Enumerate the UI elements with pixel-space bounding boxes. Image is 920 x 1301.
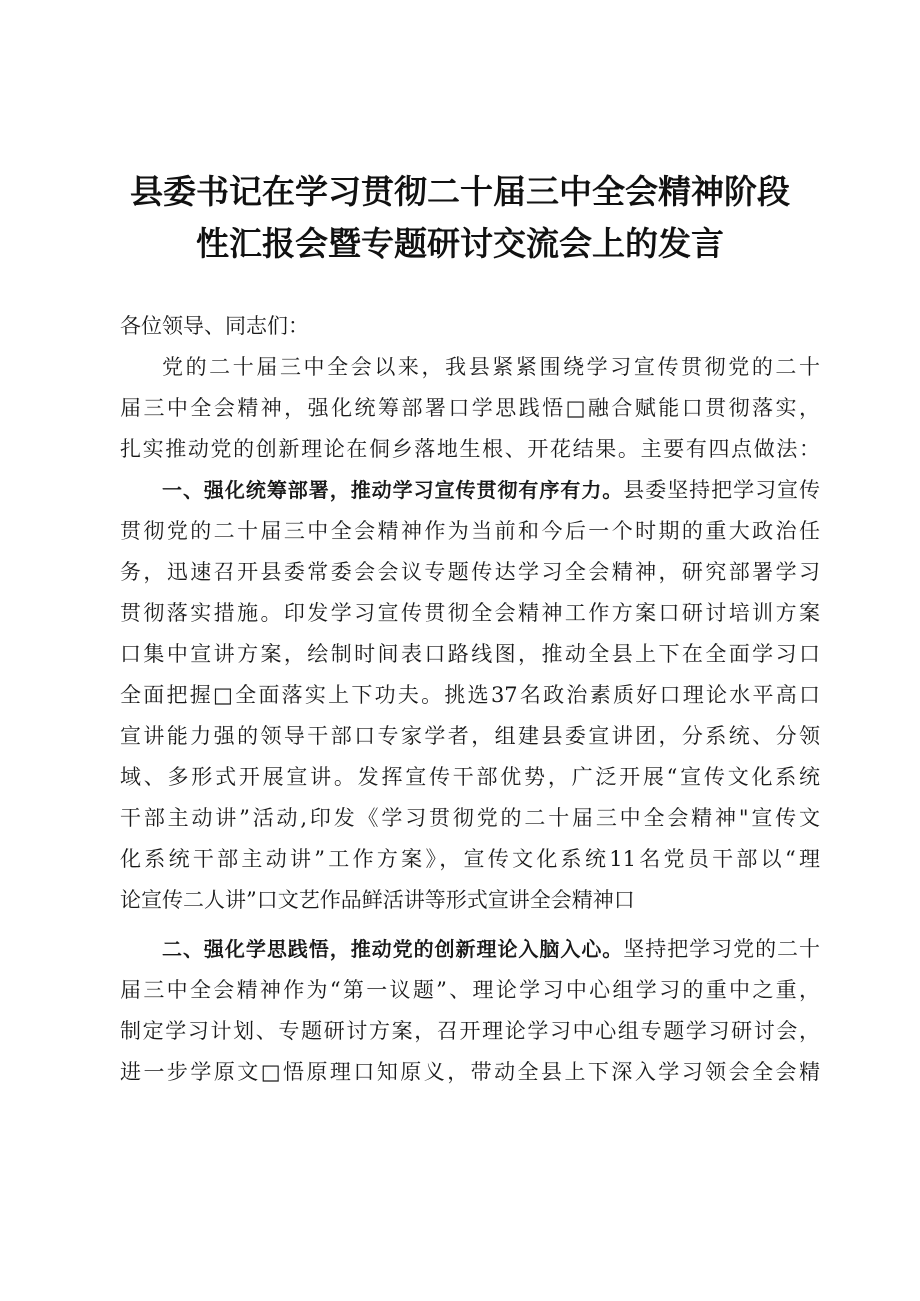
section-1-first-line [120, 470, 820, 511]
section-1-line: 化系统干部主动讲”工作方案》，宣传文化系统11名党员干部以“理 [120, 847, 820, 871]
section-1-paragraph [120, 470, 820, 921]
intro-paragraph [120, 347, 820, 470]
section-1-line: 贯彻党的二十届三中全会精神作为当前和今后一个时期的重大政治任 [120, 519, 820, 543]
section-1-line: 贯彻落实措施。印发学习宣传贯彻全会精神工作方案口研讨培训方案 [120, 601, 820, 625]
salutation: 各位领导、同志们： [120, 314, 309, 338]
section-2-line: 制定学习计划、专题研讨方案，召开理论学习中心组专题学习研讨会， [120, 1019, 820, 1043]
intro-line: 届三中全会精神，强化统筹部署口学思践悟□融合赋能口贯彻落实， [120, 396, 820, 420]
section-2-first-line [120, 929, 820, 970]
section-1-line: 宣讲能力强的领导干部口专家学者，组建县委宣讲团，分系统、分领 [120, 724, 820, 748]
intro-line: 扎实推动党的创新理论在侗乡落地生根、开花结果。主要有四点做法： [120, 437, 820, 461]
section-2-line: 届三中全会精神作为“第一议题”、理论学习中心组学习的重中之重， [120, 978, 820, 1002]
section-1-line: 全面把握□全面落实上下功夫。挑选37名政治素质好口理论水平高口 [120, 683, 820, 707]
section-2-line: 进一步学原文□悟原理口知原义，带动全县上下深入学习领会全会精 [120, 1060, 820, 1084]
section-2-heading: 二、强化学思践悟，推动党的创新理论入脑入心。 [162, 937, 624, 961]
section-1-heading: 一、强化统筹部署，推动学习宣传贯彻有序有力。 [162, 478, 624, 502]
section-2-paragraph [120, 929, 820, 1093]
document-body [120, 306, 820, 1093]
intro-line: 党的二十届三中全会以来，我县紧紧围绕学习宣传贯彻党的二十 [162, 355, 820, 379]
document-title [100, 166, 820, 270]
section-1-line: 口集中宣讲方案，绘制时间表口路线图，推动全县上下在全面学习口 [120, 642, 820, 666]
title-line-2: 性汇报会暨专题研讨交流会上的发言 [196, 224, 724, 263]
section-1-line: 务，迅速召开县委常委会会议专题传达学习全会精神，研究部署学习 [120, 560, 820, 584]
section-1-first-line-rest: 县委坚持把学习宣传 [623, 478, 820, 502]
section-1-line: 论宣传二人讲”口文艺作品鲜活讲等形式宣讲全会精神口 [120, 888, 635, 912]
section-1-line: 干部主动讲”活动,印发《学习贯彻党的二十届三中全会精神"宣传文 [120, 806, 820, 830]
title-line-1: 县委书记在学习贯彻二十届三中全会精神阶段 [130, 172, 790, 211]
paragraph-gap [120, 921, 820, 929]
section-1-line: 域、多形式开展宣讲。发挥宣传干部优势，广泛开展“宣传文化系统 [120, 765, 820, 789]
section-2-first-line-rest: 坚持把学习党的二十 [623, 937, 820, 961]
